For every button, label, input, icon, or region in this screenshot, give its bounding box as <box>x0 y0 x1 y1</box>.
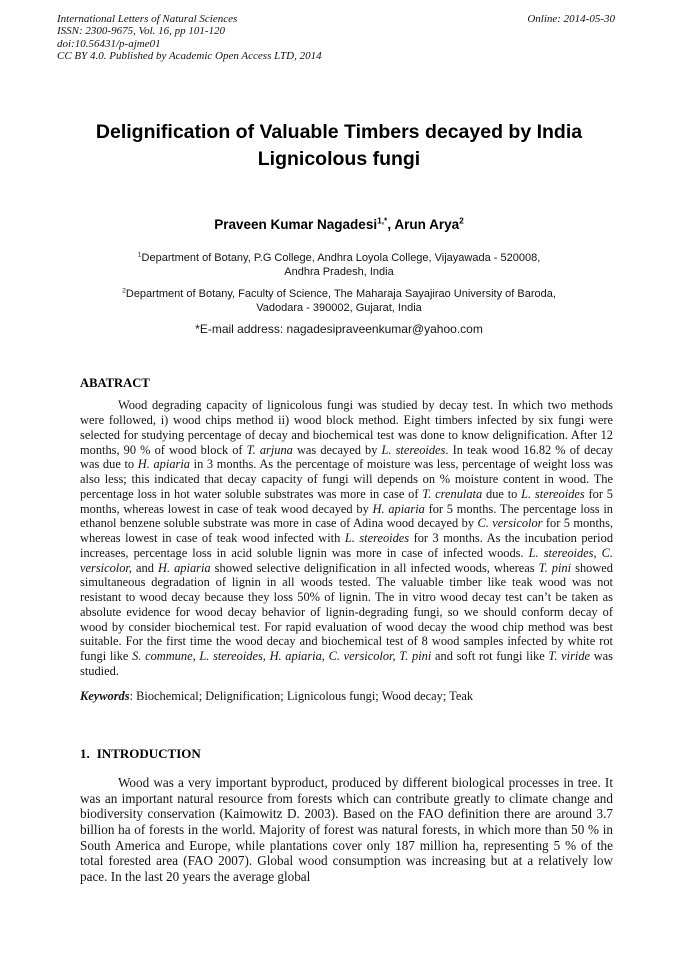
abstract-paragraph: Wood degrading capacity of lignicolous fungi was studied by decay test. In which two methods were followed, i) wood chips method ii) wood block method. Eight timbers infected by six fungi were selected for studying percentage of decay and biochemical test was done to know delignification. After 12 months, 90 % of wood block of T. arjuna was decayed by L. stereoides. In teak wood 16.82 % of decay was due to H. apiaria in 3 months. As the percentage of moisture was less, percentage of weight loss was also less; this indicated that decay capacity of fungi will depends on % moisture content in wood. The percentage loss in hot water soluble substrates was more in case of T. crenulata due to L. stereoides for 5 months, whereas lowest in case of teak wood decayed by H. apiaria for 5 months. The percentage loss in ethanol benzene soluble substrate was more in case of Adina wood decayed by C. versicolor for 5 months, whereas lowest in case of teak wood infected with L. stereoides for 3 months. As the incubation period increases, percentage loss in acid soluble lignin was more in case of infected woods. L. stereoides, C. versicolor, and H. apiaria showed selective delignification in all infected woods, whereas T. pini showed simultaneous degradation of lignin in all woods tested. The valuable timber like teak wood was not resistant to wood decay because they loss 50% of lignin. The in vitro wood decay test can’t be taken as absolute evidence for wood decay behavior of lignin-degrading fungi, so we should conform decay of wood by consider biochemical test. For rapid evaluation of wood decay the wood chip method was best suitable. For the first time the wood decay and biochemical test of 8 wood samples infected by white rot fungi like S. commune, L. stereoides, H. apiaria, C. versicolor, T. pini and soft rot fungi like T. viride was studied. <box>80 398 614 678</box>
affiliation-1-superscript: 1 <box>137 251 142 259</box>
introduction-heading-number: 1. <box>80 745 90 761</box>
journal-license: CC BY 4.0. Published by Academic Open Access LTD, 2014 <box>57 50 322 63</box>
authors-line <box>40 217 638 232</box>
keywords-line <box>80 689 613 704</box>
affiliation-2 <box>40 288 638 316</box>
title-line-2: Lignicolous fungi <box>257 147 421 170</box>
keywords-text: : Biochemical; Delignification; Lignicolous fungi; Wood decay; Teak <box>129 689 474 704</box>
author-2-superscript: 2 <box>459 215 464 226</box>
affiliation-1-line-1: Department of Botany, P.G College, Andhra Loyola College, Vijayawada - 520008, <box>141 252 541 264</box>
author-1-name: Praveen Kumar Nagadesi <box>214 217 378 232</box>
title-line-1: Delignification of Valuable Timbers decayed by India <box>95 121 583 144</box>
abstract-heading: ABATRACT <box>80 376 150 391</box>
affiliation-2-superscript: 2 <box>122 287 126 295</box>
introduction-heading-text: INTRODUCTION <box>96 745 201 761</box>
affiliation-2-line-2: Vadodara - 390002, Gujarat, India <box>256 301 422 314</box>
affiliation-1 <box>40 252 638 280</box>
author-1-superscript: 1,* <box>377 215 388 226</box>
author-2-name: Arun Arya <box>394 217 460 232</box>
affiliation-2-line-1: Department of Botany, Faculty of Science, The Maharaja Sayajirao University of Baroda, <box>125 288 556 300</box>
page-title <box>40 119 638 172</box>
authors-separator: , <box>387 217 395 232</box>
online-date: Online: 2014-05-30 <box>527 13 615 25</box>
journal-doi: doi:10.56431/p-ajme01 <box>57 37 161 50</box>
affiliation-1-line-2: Andhra Pradesh, India <box>284 265 394 278</box>
journal-header <box>57 13 615 63</box>
introduction-paragraph: Wood was a very important byproduct, produced by different biological processes in tree. It was an important natural resource from forests which can contribute greatly to climate change and biodiversity conservation (Kaimowitz D. 2003). Based on the FAO definition there are around 3.7 billion ha of forests in the world. Majority of forest was natural forests, in which more than 50 % in South America and Europe, while plantations cover only 187 million ha, representing 5 % of the total forested area (FAO 2007). Global wood consumption was increasing but at a relatively low pace. In the last 20 years the average global <box>80 775 613 884</box>
journal-header-left <box>57 13 322 63</box>
journal-issn-volume: ISSN: 2300-9675, Vol. 16, pp 101-120 <box>57 25 226 38</box>
journal-name: International Letters of Natural Sciences <box>57 13 238 25</box>
email-line: *E-mail address: nagadesipraveenkumar@yahoo.com <box>195 322 483 336</box>
keywords-label: Keywords <box>80 689 130 704</box>
introduction-heading <box>80 746 201 762</box>
